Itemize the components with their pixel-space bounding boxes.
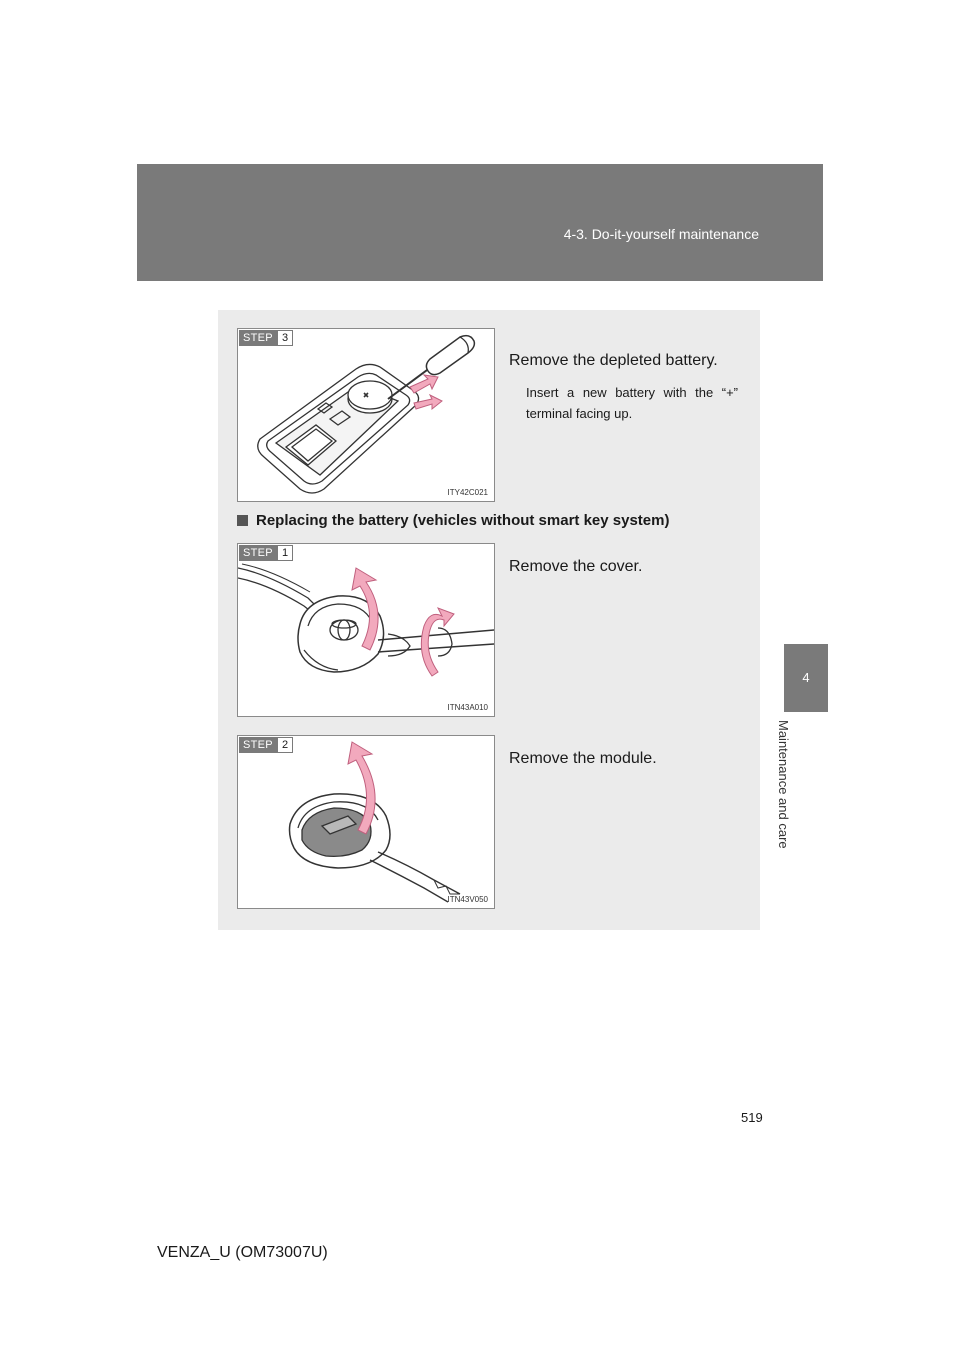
section-title: 4-3. Do-it-yourself maintenance [563,226,759,242]
key-module-removal-illustration [238,736,494,908]
subheading-text: Replacing the battery (vehicles without smart key system) [256,512,670,529]
step-label: STEP [239,737,277,753]
chapter-tab [784,644,828,712]
figure-code: ITN43A010 [447,703,488,712]
step-number: 1 [277,545,293,561]
chapter-number: 4 [802,670,810,685]
step-number: 3 [277,330,293,346]
step-2-badge [239,737,293,753]
step-3-instruction: Remove the depleted battery. [509,352,718,369]
square-bullet-icon [237,515,248,526]
key-battery-removal-illustration [238,329,494,501]
chapter-label-container [766,720,806,872]
page-number: 519 [741,1110,763,1125]
step-2-figure [237,735,495,909]
step-label: STEP [239,330,277,346]
step-2-instruction: Remove the module. [509,750,657,767]
step-3-badge [239,330,293,346]
footer-document-code: VENZA_U (OM73007U) [157,1244,328,1261]
step-1-instruction: Remove the cover. [509,558,643,575]
chapter-label: Maintenance and care [776,720,791,849]
figure-code: ITN43V050 [447,895,488,904]
key-cover-removal-illustration [238,544,494,716]
section-subheading [237,512,669,529]
step-3-note: Insert a new battery with the “+” terminal facing up. [526,385,738,421]
step-1-badge [239,545,293,561]
figure-code: ITY42C021 [447,488,488,497]
step-label: STEP [239,545,277,561]
step-3-figure [237,328,495,502]
step-1-figure [237,543,495,717]
step-number: 2 [277,737,293,753]
page-header [137,164,823,281]
